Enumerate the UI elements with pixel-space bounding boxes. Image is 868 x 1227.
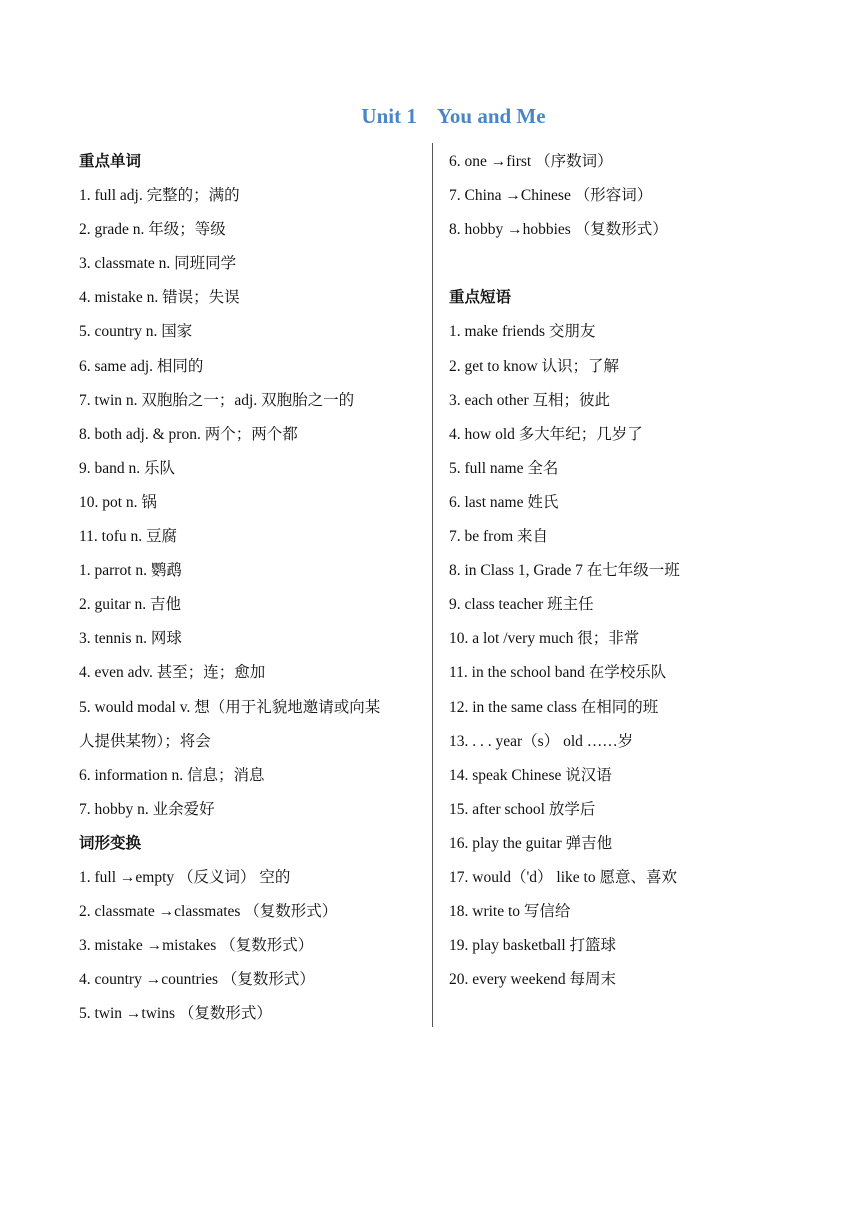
- vocabulary-item: 8. both adj. & pron. 两个；两个都: [79, 425, 298, 443]
- phrase-item: 3. each other 互相；彼此: [449, 391, 610, 409]
- page-title: Unit 1 You and Me: [361, 104, 546, 128]
- phrase-item: 4. how old 多大年纪；几岁了: [449, 425, 643, 443]
- phrase-item: 6. last name 姓氏: [449, 493, 559, 511]
- spacer: [449, 247, 849, 281]
- word-form-item: 5. twin →twins （复数形式）: [79, 1005, 272, 1023]
- vocabulary-item: 5. would modal v. 想（用于礼貌地邀请或向某: [79, 698, 381, 716]
- word-form-item: 6. one →first （序数词）: [449, 153, 613, 170]
- phrase-item: 17. would（'d） like to 愿意、喜欢: [449, 868, 677, 886]
- word-forms-list: [79, 861, 424, 1031]
- vocabulary-list: [79, 179, 424, 827]
- vocabulary-item: 5. country n. 国家: [79, 323, 193, 341]
- section-heading-phrases: 重点短语: [449, 289, 512, 307]
- phrase-item: 16. play the guitar 弹吉他: [449, 834, 613, 852]
- vocabulary-item: 2. guitar n. 吉他: [79, 596, 182, 614]
- word-form-item: 4. country →countries （复数形式）: [79, 971, 315, 989]
- phrase-item: 5. full name 全名: [449, 459, 559, 477]
- phrase-item: 18. write to 写信给: [449, 903, 571, 921]
- vocabulary-item: 10. pot n. 锅: [79, 493, 157, 511]
- phrase-item: 19. play basketball 打篮球: [449, 937, 617, 955]
- phrase-item: 8. in Class 1, Grade 7 在七年级一班: [449, 562, 680, 580]
- vocabulary-item: 1. parrot n. 鹦鹉: [79, 562, 182, 580]
- phrase-item: 7. be from 来自: [449, 528, 549, 546]
- word-form-item: 8. hobby →hobbies （复数形式）: [449, 221, 668, 239]
- word-form-item: 3. mistake →mistakes （复数形式）: [79, 937, 314, 955]
- vocabulary-item: 3. tennis n. 网球: [79, 630, 182, 648]
- phrase-item: 1. make friends 交朋友: [449, 323, 596, 341]
- word-forms-list-continued: [449, 145, 849, 247]
- vocabulary-item: 人提供某物）；将会: [79, 732, 211, 750]
- vocabulary-item: 7. twin n. 双胞胎之一；adj. 双胞胎之一的: [79, 391, 355, 409]
- phrase-item: 10. a lot /very much 很；非常: [449, 630, 640, 648]
- vocabulary-item: 11. tofu n. 豆腐: [79, 528, 178, 546]
- word-form-item: 1. full →empty （反义词） 空的: [79, 868, 291, 886]
- word-form-item: 2. classmate →classmates （复数形式）: [79, 903, 338, 921]
- phrase-item: 14. speak Chinese 说汉语: [449, 766, 612, 784]
- phrase-item: 13. . . . year（s） old ……岁: [449, 732, 634, 750]
- phrase-item: 9. class teacher 班主任: [449, 596, 594, 614]
- phrase-item: 11. in the school band 在学校乐队: [449, 664, 667, 682]
- section-heading-word-forms: 词形变换: [79, 834, 142, 852]
- vocabulary-item: 7. hobby n. 业余爱好: [79, 800, 215, 818]
- phrase-item: 2. get to know 认识；了解: [449, 357, 620, 375]
- phrases-list: [449, 315, 849, 997]
- word-form-item: 7. China →Chinese （形容词）: [449, 187, 653, 205]
- vocabulary-item: 3. classmate n. 同班同学: [79, 255, 237, 273]
- vocabulary-item: 6. same adj. 相同的: [79, 357, 204, 375]
- column-divider: [432, 143, 433, 1027]
- vocabulary-item: 4. mistake n. 错误；失误: [79, 289, 240, 307]
- right-column: [449, 145, 849, 997]
- vocabulary-item: 1. full adj. 完整的；满的: [79, 187, 240, 205]
- vocabulary-item: 2. grade n. 年级；等级: [79, 221, 226, 239]
- phrase-item: 12. in the same class 在相同的班: [449, 698, 659, 716]
- vocabulary-item: 6. information n. 信息；消息: [79, 766, 265, 784]
- vocabulary-item: 9. band n. 乐队: [79, 459, 176, 477]
- left-column: [79, 145, 424, 1031]
- section-heading-vocabulary: 重点单词: [79, 153, 142, 170]
- vocabulary-item: 4. even adv. 甚至；连；愈加: [79, 664, 266, 682]
- phrase-item: 20. every weekend 每周末: [449, 971, 617, 989]
- phrase-item: 15. after school 放学后: [449, 800, 596, 818]
